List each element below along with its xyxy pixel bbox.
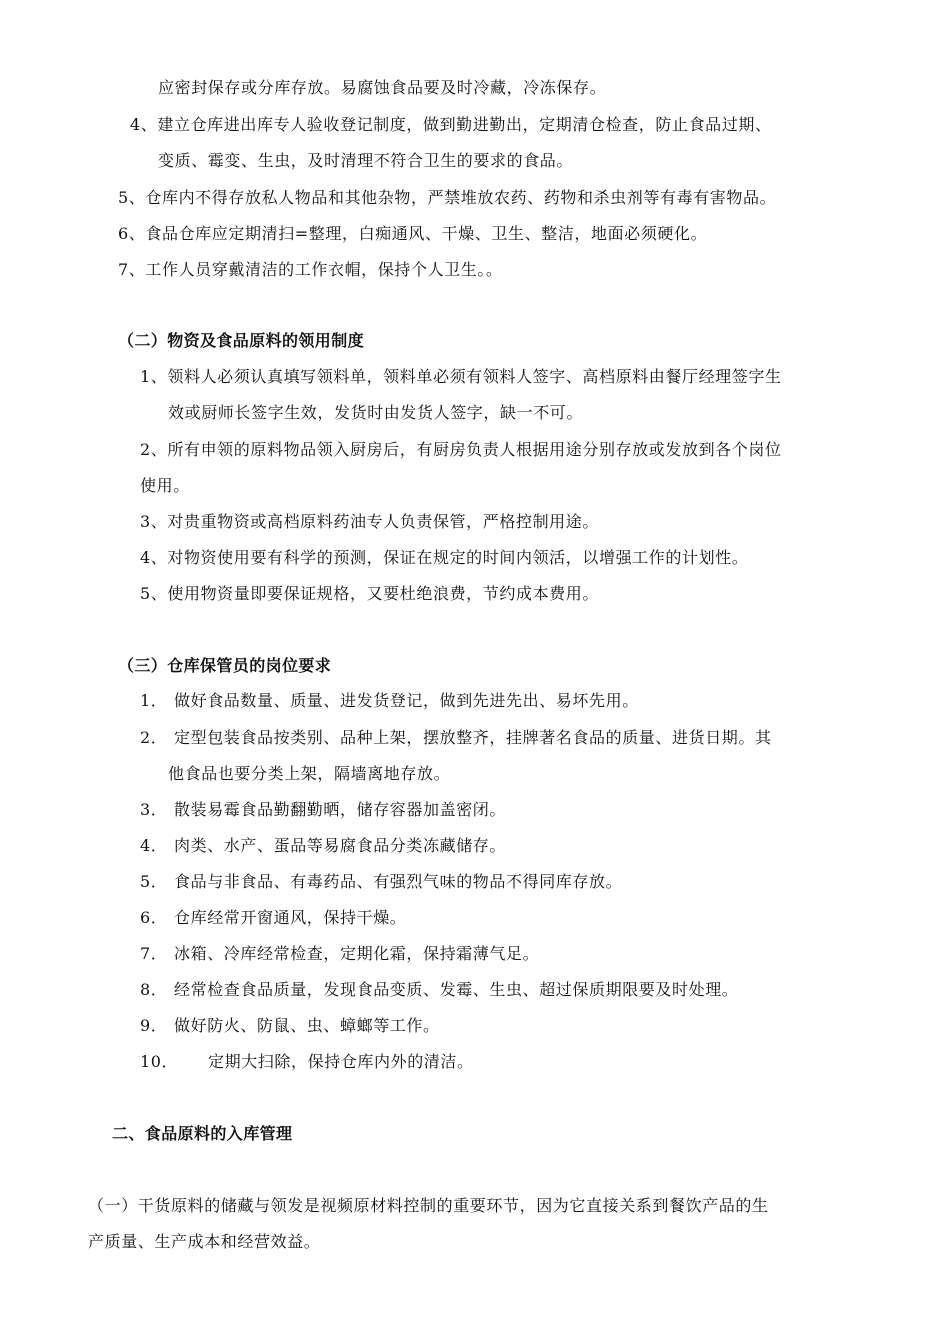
keeper-duty-3 bbox=[140, 800, 506, 820]
storage-rule-6: 6、食品仓库应定期清扫=整理，白痴通风、干燥、卫生、整洁，地面必须硬化。 bbox=[118, 224, 708, 243]
item-text: 定期大扫除，保持仓库内外的清洁。 bbox=[208, 1052, 474, 1071]
chapter-2-heading: 二、食品原料的入库管理 bbox=[112, 1124, 293, 1143]
keeper-duty-8 bbox=[140, 980, 738, 1000]
keeper-duty-2-continued bbox=[168, 764, 450, 784]
storage-rule-3-continued: 应密封保存或分库存放。易腐蚀食品要及时冷藏，冷冻保存。 bbox=[158, 78, 607, 97]
requisition-rule-5: 5、使用物资量即要保证规格，又要杜绝浪费，节约成本费用。 bbox=[140, 584, 599, 603]
item-text: 仓库经常开窗通风，保持干燥。 bbox=[174, 908, 407, 927]
item-number: 3． bbox=[140, 800, 168, 819]
item-number: 5． bbox=[140, 872, 168, 891]
item-number: 6． bbox=[140, 908, 168, 927]
item-number: 4． bbox=[140, 836, 168, 855]
requisition-rule-3: 3、对贵重物资或高档原料药油专人负责保管，严格控制用途。 bbox=[140, 512, 599, 531]
requisition-rule-1: 1、领料人必须认真填写领料单，领料单必须有领料人签字、高档原料由餐厅经理签字生 bbox=[140, 367, 782, 386]
keeper-duty-5 bbox=[140, 872, 622, 892]
section-2-heading: （二）物资及食品原料的领用制度 bbox=[118, 331, 365, 350]
item-text: 食品与非食品、有毒药品、有强烈气味的物品不得同库存放。 bbox=[174, 872, 623, 891]
item-text: 定型包装食品按类别、品种上架，摆放整齐，挂牌著名食品的质量、进货日期。其 bbox=[174, 728, 772, 747]
chapter-2-paragraph-continued: 产质量、生产成本和经营效益。 bbox=[88, 1232, 321, 1251]
requisition-rule-2-continued: 使用。 bbox=[140, 476, 190, 495]
keeper-duty-6 bbox=[140, 908, 406, 928]
keeper-duty-9 bbox=[140, 1016, 440, 1036]
item-number: 2． bbox=[140, 728, 168, 747]
keeper-duty-2 bbox=[140, 728, 772, 748]
section-3-heading: （三）仓库保管员的岗位要求 bbox=[118, 656, 332, 675]
item-text: 他食品也要分类上架，隔墙离地存放。 bbox=[168, 764, 451, 783]
item-number: 10． bbox=[140, 1052, 179, 1071]
requisition-rule-1-continued: 效或厨师长签字生效，发货时由发货人签字，缺一不可。 bbox=[168, 403, 584, 422]
requisition-rule-4: 4、对物资使用要有科学的预测，保证在规定的时间内领活，以增强工作的计划性。 bbox=[140, 548, 749, 567]
item-number: 9． bbox=[140, 1016, 168, 1035]
keeper-duty-1 bbox=[140, 691, 639, 711]
item-text: 经常检查食品质量，发现食品变质、发霉、生虫、超过保质期限要及时处理。 bbox=[174, 980, 739, 999]
item-number: 1． bbox=[140, 691, 168, 710]
item-text: 肉类、水产、蛋品等易腐食品分类冻藏储存。 bbox=[174, 836, 507, 855]
storage-rule-4-continued: 变质、霉变、生虫，及时清理不符合卫生的要求的食品。 bbox=[158, 151, 574, 170]
storage-rule-4: 4、建立仓库进出库专人验收登记制度，做到勤进勤出，定期清仓检查，防止食品过期、 bbox=[130, 115, 772, 134]
item-number: 7． bbox=[140, 944, 168, 963]
item-number: 8． bbox=[140, 980, 168, 999]
keeper-duty-7 bbox=[140, 944, 539, 964]
item-text: 做好食品数量、质量、进发货登记，做到先进先出、易坏先用。 bbox=[174, 691, 639, 710]
item-text: 冰箱、冷库经常检查，定期化霜，保持霜薄气足。 bbox=[174, 944, 540, 963]
chapter-2-paragraph: （一）干货原料的储藏与领发是视频原材料控制的重要环节，因为它直接关系到餐饮产品的生 bbox=[88, 1196, 769, 1215]
keeper-duty-4 bbox=[140, 836, 506, 856]
item-text: 散装易霉食品勤翻勤晒，储存容器加盖密闭。 bbox=[174, 800, 507, 819]
keeper-duty-10 bbox=[140, 1052, 474, 1072]
storage-rule-7: 7、工作人员穿戴清洁的工作衣帽，保持个人卫生。。 bbox=[118, 260, 503, 279]
storage-rule-5: 5、仓库内不得存放私人物品和其他杂物，严禁堆放农药、药物和杀虫剂等有毒有害物品。 bbox=[118, 188, 777, 207]
item-text: 做好防火、防鼠、虫、蟑螂等工作。 bbox=[174, 1016, 440, 1035]
requisition-rule-2: 2、所有申领的原料物品领入厨房后，有厨房负责人根据用途分别存放或发放到各个岗位 bbox=[140, 440, 782, 459]
